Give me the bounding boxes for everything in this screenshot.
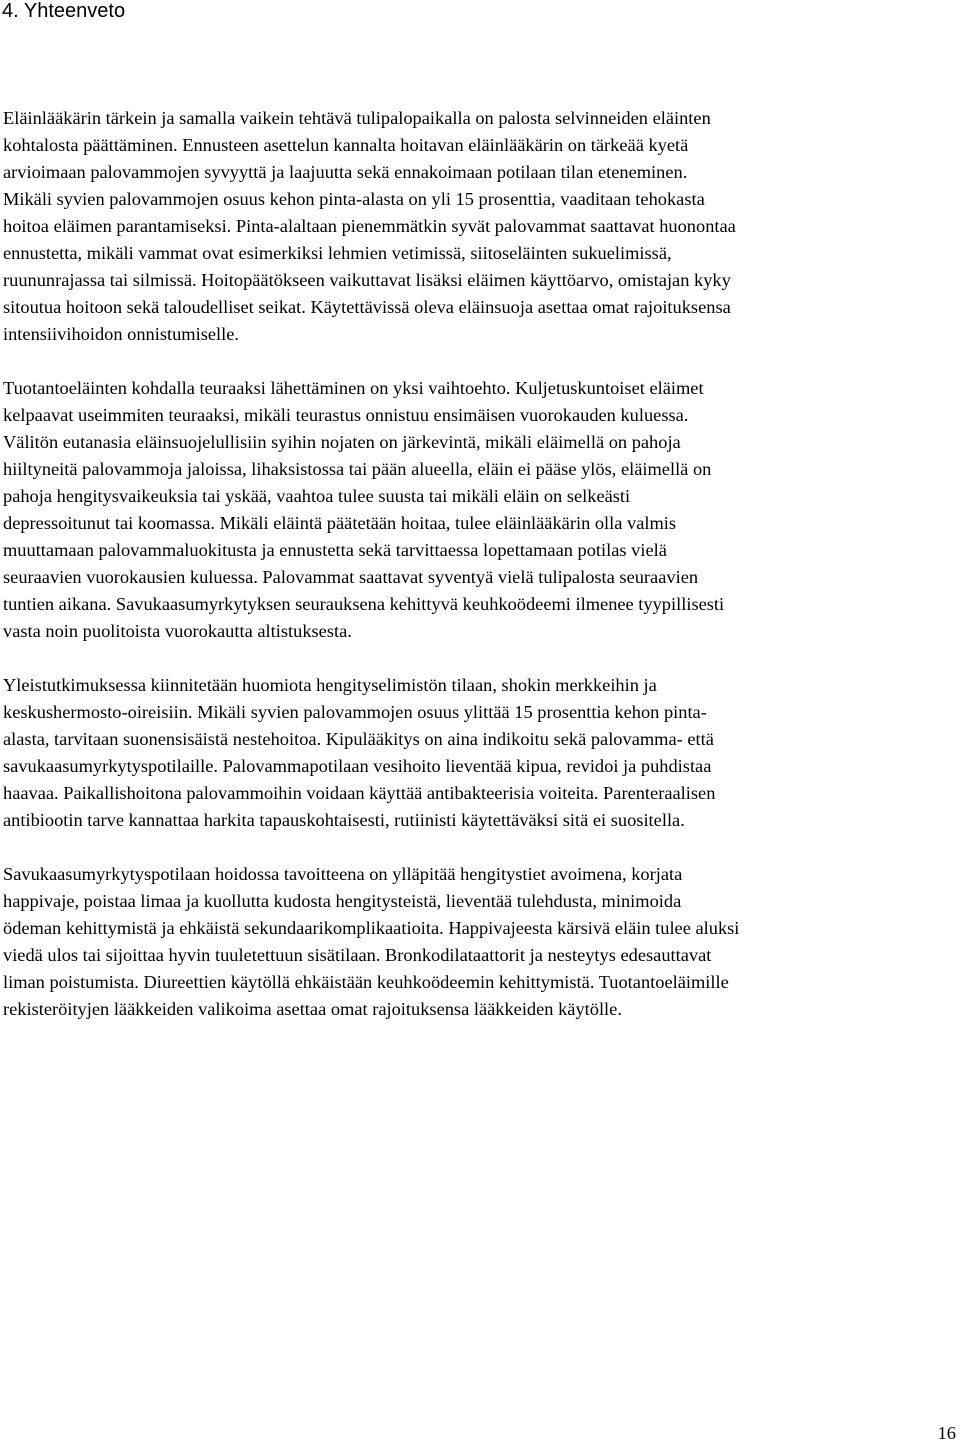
text-line: haavaa. Paikallishoitona palovammoihin voidaan käyttää antibakteerisia voiteita. Parenteraalisen: [3, 783, 716, 803]
text-line: seuraavien vuorokausien kuluessa. Palovammat saattavat syventyä vielä tulipalosta seuraavien: [3, 567, 699, 587]
text-line: liman poistumista. Diureettien käytöllä ehkäistään keuhkoödeemin kehittymistä. Tuotantoeläimille: [3, 972, 729, 992]
text-line: hoitoa eläimen parantamiseksi. Pinta-alaltaan pienemmätkin syvät palovammat saattavat huonontaa: [3, 216, 736, 236]
text-line: Tuotantoeläinten kohdalla teuraaksi lähettäminen on yksi vaihtoehto. Kuljetuskuntoiset eläimet: [3, 378, 704, 398]
text-line: muuttamaan palovammaluokitusta ja ennustetta sekä tarvittaessa lopettamaan potilas vielä: [3, 540, 667, 560]
text-line: savukaasumyrkytyspotilaille. Palovammapotilaan vesihoito lieventää kipua, revidoi ja puhdistaa: [3, 756, 712, 776]
text-line: depressoitunut tai koomassa. Mikäli eläintä päätetään hoitaa, tulee eläinlääkärin olla valmis: [3, 513, 677, 533]
text-line: kelpaavat useimmiten teuraaksi, mikäli teurastus onnistuu ensimäisen vuorokauden kuluessa.: [3, 405, 689, 425]
text-line: Mikäli syvien palovammojen osuus kehon pinta-alasta on yli 15 prosenttia, vaaditaan tehokasta: [3, 189, 705, 209]
section-heading: 4. Yhteenveto: [2, 0, 126, 22]
text-line: viedä ulos tai sijoittaa hyvin tuuletettuun sisätilaan. Bronkodilataattorit ja nesteytys edesauttavat: [3, 945, 712, 965]
text-line: ödeman kehittymistä ja ehkäistä sekundaarikomplikaatioita. Happivajeesta kärsivä eläin tulee aluksi: [3, 918, 740, 938]
text-line: alasta, tarvitaan suonensisäistä nestehoitoa. Kipulääkitys on aina indikoitu sekä palovamma- että: [3, 729, 714, 749]
text-line: ruununrajassa tai silmissä. Hoitopäätökseen vaikuttavat lisäksi eläimen käyttöarvo, omistajan kyky: [3, 270, 731, 290]
page-number: 16: [937, 1423, 956, 1443]
text-line: intensiivihoidon onnistumiselle.: [3, 324, 240, 344]
text-line: ennustetta, mikäli vammat ovat esimerkiksi lehmien vetimissä, siitoseläinten sukuelimissä,: [3, 243, 672, 263]
text-line: arvioimaan palovammojen syvyyttä ja laajuutta sekä ennakoimaan potilaan tilan eteneminen.: [3, 162, 688, 182]
text-line: Savukaasumyrkytyspotilaan hoidossa tavoitteena on ylläpitää hengitystiet avoimena, korjata: [3, 864, 683, 884]
text-line: vasta noin puolitoista vuorokautta altistuksesta.: [3, 621, 352, 641]
text-line: keskushermosto-oireisiin. Mikäli syvien palovammojen osuus ylittää 15 prosenttia kehon pinta-: [3, 702, 707, 722]
text-line: pahoja hengitysvaikeuksia tai yskää, vaahtoa tulee suusta tai mikäli eläin on selkeästi: [3, 486, 631, 506]
text-line: hiiltyneitä palovammoja jaloissa, lihaksistossa tai pään alueella, eläin ei pääse ylös, eläimellä on: [3, 459, 712, 479]
text-line: rekisteröityjen lääkkeiden valikoima asettaa omat rajoituksensa lääkkeiden käytölle.: [3, 999, 622, 1019]
text-line: tuntien aikana. Savukaasumyrkytyksen seurauksena kehittyvä keuhkoödeemi ilmenee tyypillisesti: [3, 594, 725, 614]
text-line: happivaje, poistaa limaa ja kuollutta kudosta hengitysteistä, lieventää tulehdusta, minimoida: [3, 891, 682, 911]
text-line: antibiootin tarve kannattaa harkita tapauskohtaisesti, rutiinisti käytettäväksi sitä ei suositella.: [3, 810, 685, 830]
text-line: sitoutua hoitoon sekä taloudelliset seikat. Käytettävissä oleva eläinsuoja asettaa omat rajoituksensa: [3, 297, 731, 317]
text-line: Välitön eutanasia eläinsuojelullisiin syihin nojaten on järkevintä, mikäli eläimellä on pahoja: [3, 432, 681, 452]
text-line: kohtalosta päättäminen. Ennusteen asettelun kannalta hoitavan eläinlääkärin on tärkeää kyetä: [3, 135, 689, 155]
text-line: Yleistutkimuksessa kiinnitetään huomiota hengityselimistön tilaan, shokin merkkeihin ja: [3, 675, 657, 695]
text-line: Eläinlääkärin tärkein ja samalla vaikein tehtävä tulipalopaikalla on palosta selvinneiden eläinten: [3, 108, 711, 128]
